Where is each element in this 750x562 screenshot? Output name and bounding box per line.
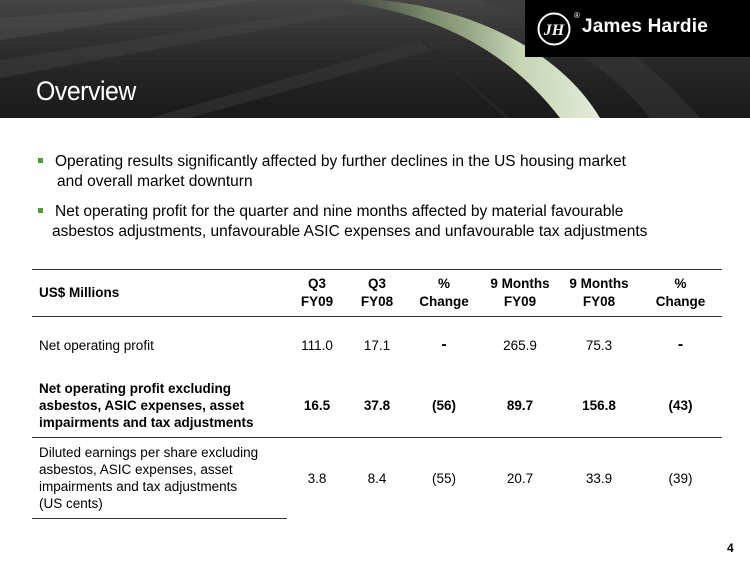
table-cell: - xyxy=(677,336,684,353)
table-cell: 75.3 xyxy=(585,337,613,353)
table-cell: 33.9 xyxy=(585,470,613,486)
page-number: 4 xyxy=(727,541,734,555)
table-cell: (39) xyxy=(668,470,693,486)
bullet-text-line: asbestos adjustments, unfavourable ASIC expenses and unfavourable tax adjustments xyxy=(52,223,648,240)
bullet-item xyxy=(38,202,728,242)
bullet-text-line: and overall market downturn xyxy=(57,173,253,190)
table-cell: 20.7 xyxy=(506,470,534,486)
company-logo xyxy=(525,0,750,57)
table-cell: 37.8 xyxy=(347,373,407,438)
row-label: Net operating profit xyxy=(39,337,154,353)
registered-mark: ® xyxy=(574,11,580,20)
bullet-square-icon xyxy=(38,158,43,163)
table-cell: 156.8 xyxy=(559,373,639,438)
column-header: % Change xyxy=(639,270,722,317)
table-cell: 89.7 xyxy=(481,373,559,438)
table-cell: 8.4 xyxy=(367,470,387,486)
bullet-item xyxy=(38,152,728,192)
table-cell: 265.9 xyxy=(503,337,537,353)
table-row xyxy=(32,373,722,438)
column-header: % Change xyxy=(407,270,481,317)
table-row xyxy=(32,438,722,519)
bullet-list xyxy=(38,152,728,252)
logo-wordmark: James Hardie xyxy=(582,16,708,37)
svg-text:JH: JH xyxy=(543,22,565,39)
table-cell: 111.0 xyxy=(301,337,333,353)
slide-title: Overview xyxy=(36,76,136,106)
table-cell: 17.1 xyxy=(363,337,391,353)
table-cell: - xyxy=(441,336,447,353)
table-cell: 16.5 xyxy=(287,373,347,438)
table-header-row xyxy=(32,270,722,317)
row-label: Diluted earnings per share excluding asbestos, ASIC expenses, asset impairments and tax adjustments (US cents) xyxy=(32,438,287,519)
jh-logo-mark-icon xyxy=(537,12,571,46)
table-cell: (43) xyxy=(639,373,722,438)
table-row xyxy=(32,317,722,374)
table-cell: (56) xyxy=(407,373,481,438)
bullet-text-line: Operating results significantly affected by further declines in the US housing market xyxy=(55,153,626,170)
column-header: US$ Millions xyxy=(32,270,287,317)
table-cell: (55) xyxy=(431,470,456,486)
financial-results-table xyxy=(32,269,722,519)
column-header: Q3 FY09 xyxy=(287,270,347,317)
slide-header xyxy=(0,0,750,118)
column-header: 9 Months FY08 xyxy=(559,270,639,317)
table-cell: 3.8 xyxy=(307,470,327,486)
column-header: 9 Months FY09 xyxy=(481,270,559,317)
bullet-square-icon xyxy=(38,208,43,213)
column-header: Q3 FY08 xyxy=(347,270,407,317)
row-label: Net operating profit excluding asbestos, ASIC expenses, asset impairments and tax adjustments xyxy=(32,373,287,438)
bullet-text-line: Net operating profit for the quarter and nine months affected by material favourable xyxy=(55,203,624,220)
